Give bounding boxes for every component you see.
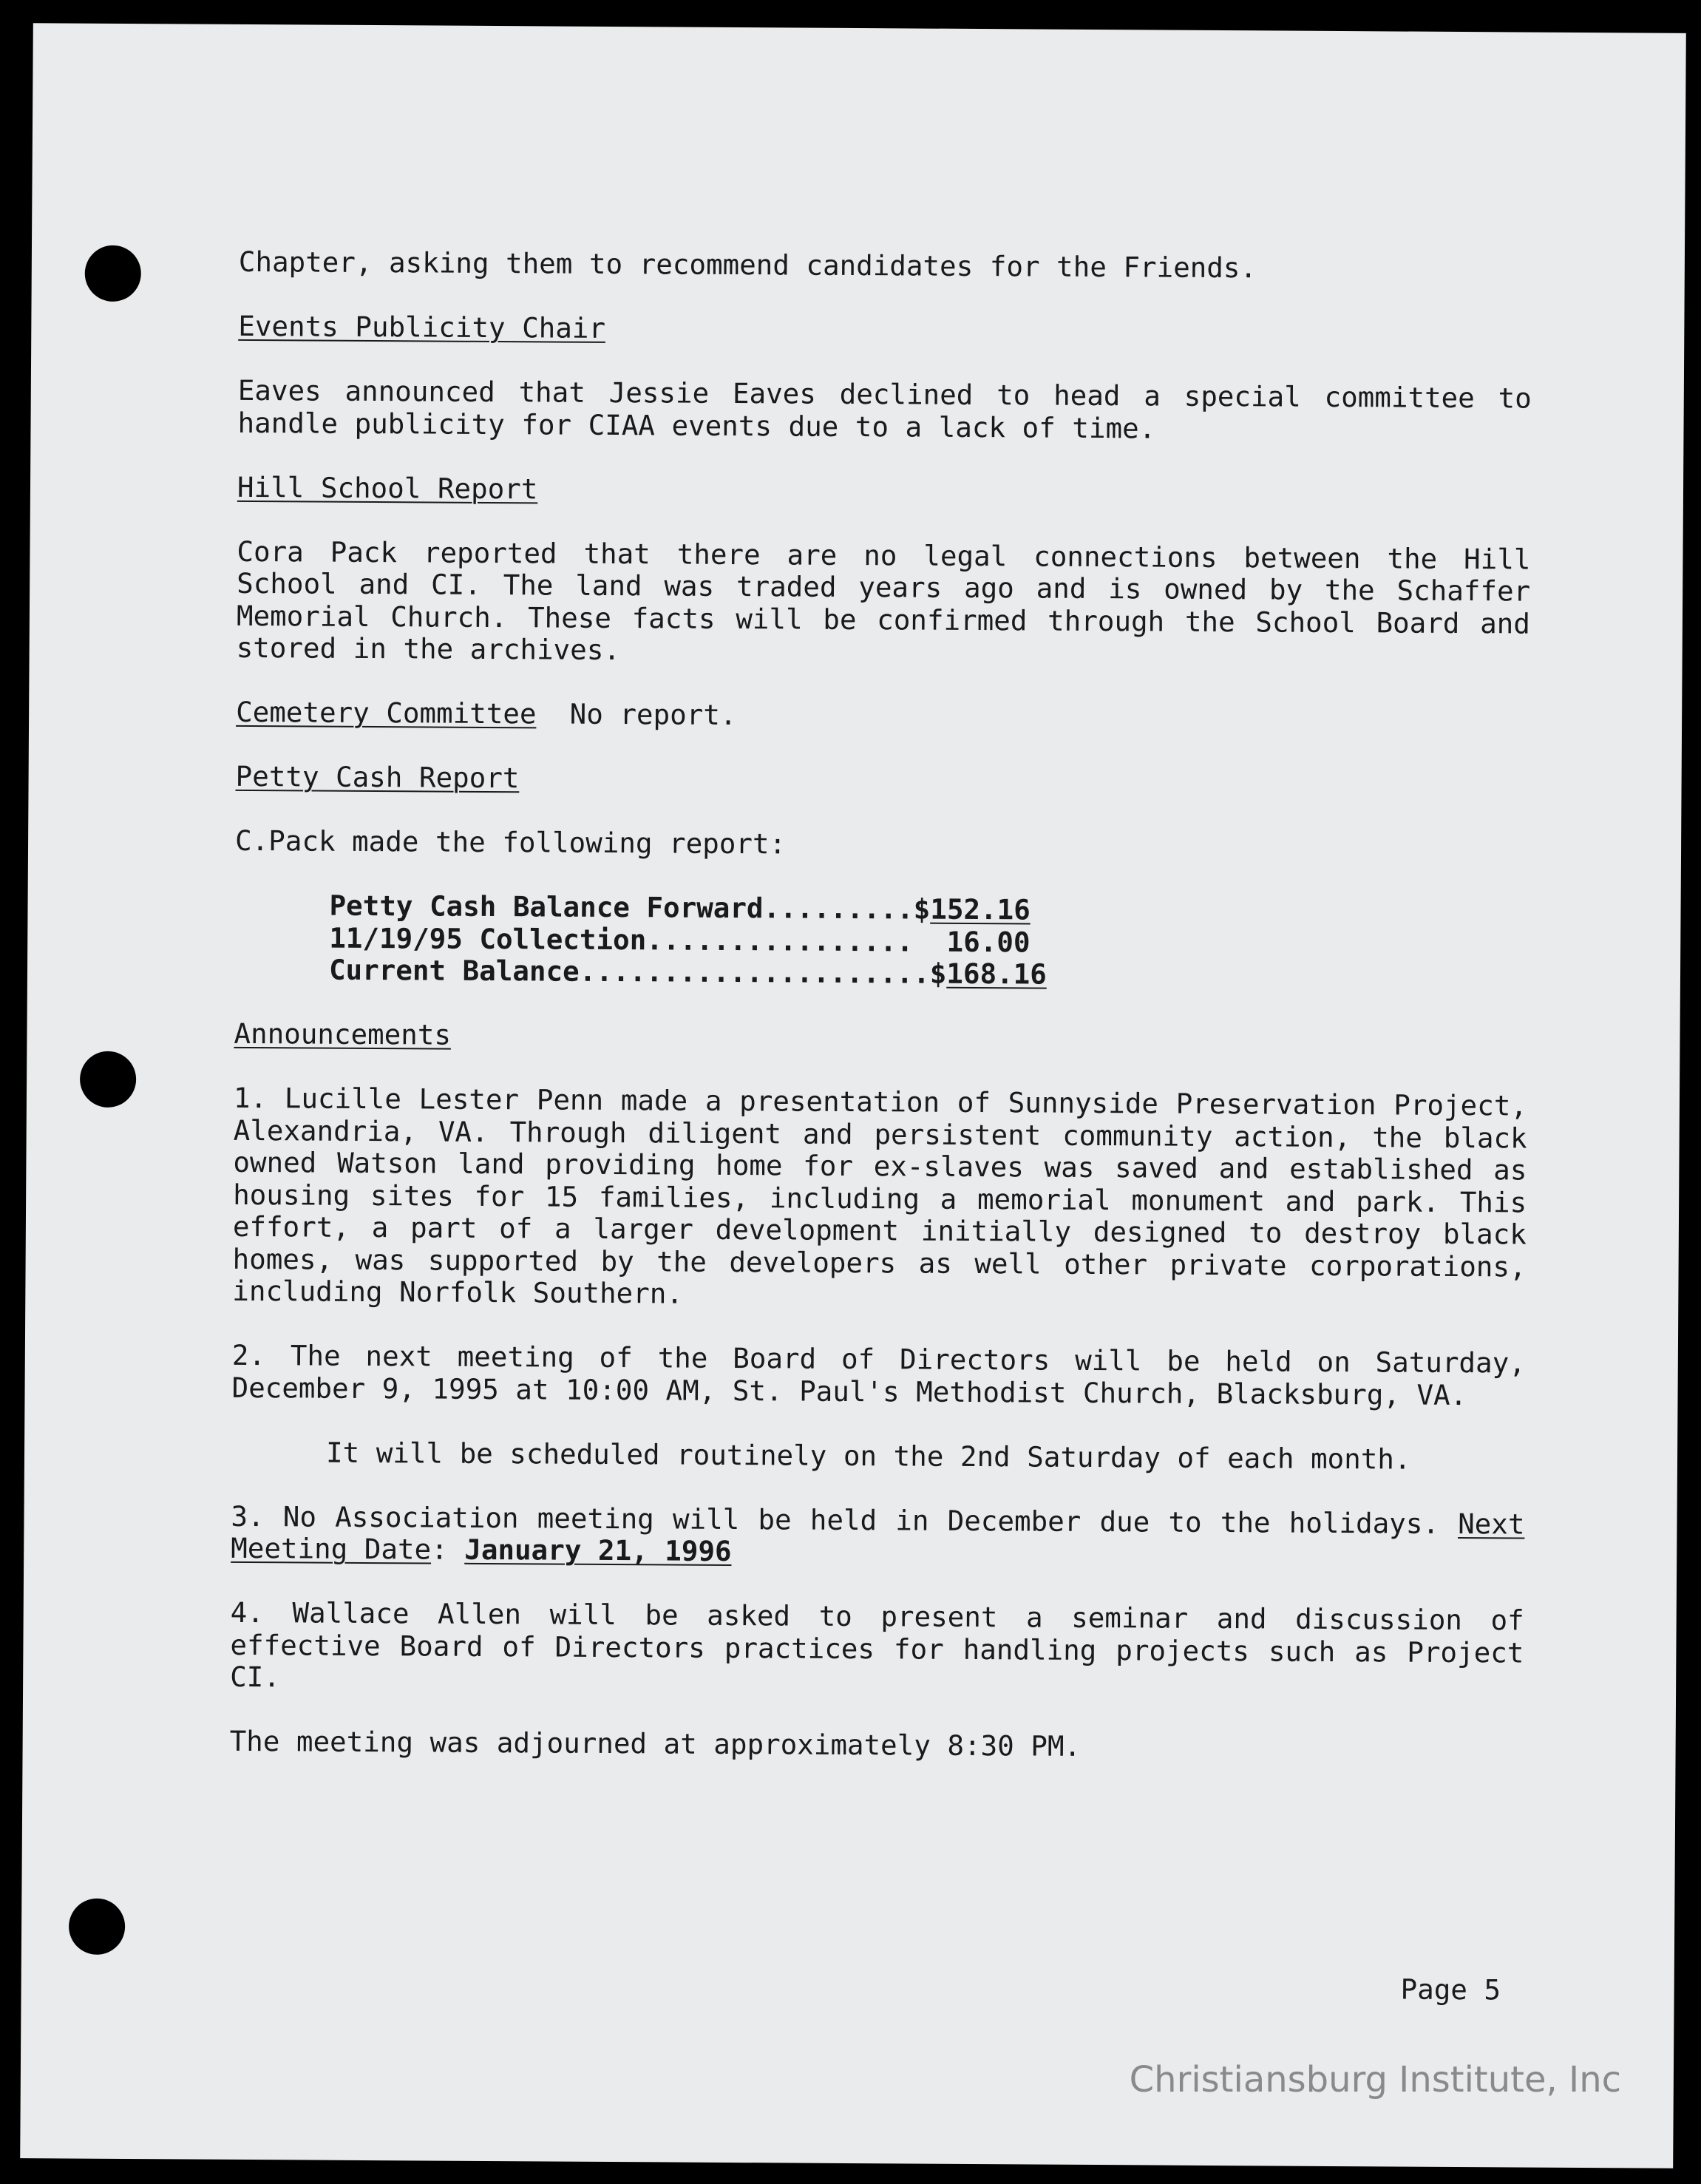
closing-line: The meeting was adjourned at approximately 8:30 PM. <box>229 1724 1082 1763</box>
announcements-heading: Announcements <box>234 1017 452 1051</box>
hill-school-heading: Hill School Report <box>237 470 538 505</box>
row-label: Current Balance.....................$ <box>328 953 947 990</box>
row-value: 168.16 <box>946 957 1047 991</box>
cemetery-heading: Cemetery Committee <box>236 695 537 730</box>
row-label: Petty Cash Balance Forward.........$ <box>329 889 931 926</box>
announcement-item-2: 2. The next meeting of the Board of Directors will be held on Saturday, December 9, 1995 at 10:00 AM, St. Paul's Methodist Church, Blacksburg, VA. <box>231 1338 1526 1411</box>
punch-hole <box>80 1051 136 1108</box>
events-heading: Events Publicity Chair <box>238 309 606 345</box>
document-body <box>230 246 1532 1766</box>
watermark: Christiansburg Institute, Inc <box>1129 2059 1621 2100</box>
announcement-item-3 <box>231 1500 1524 1573</box>
events-paragraph: Eaves announced that Jessie Eaves declined to head a special committee to handle publicity for CIAA events due to a lack of time. <box>237 373 1532 444</box>
page-number: Page 5 <box>1400 1973 1501 2007</box>
punch-hole <box>69 1899 125 1955</box>
hill-school-paragraph: Cora Pack reported that there are no legal connections between the Hill School and CI. The land was traded years ago and is owned by the Schaffer Memorial Church. These facts will be confirmed through the School Board and stored in the archives. <box>236 535 1531 667</box>
cemetery-text: No report. <box>569 697 737 732</box>
item3-colon: : <box>431 1533 448 1566</box>
next-meeting-label: Next Meeting Date <box>231 1507 1525 1566</box>
document-page <box>20 23 1686 2168</box>
announcement-item-4: 4. Wallace Allen will be asked to present a seminar and discussion of effective Board of Directors practices for handling projects such as Project CI. <box>230 1595 1524 1694</box>
petty-cash-table <box>329 890 1529 994</box>
announcement-item-2-note: It will be scheduled routinely on the 2nd Saturday of each month. <box>325 1436 1411 1476</box>
announcement-item-1: 1. Lucille Lester Penn made a presentation of Sunnyside Preservation Project, Alexandria, VA. Through diligent and persistent community action, the black owned Watson land providing home for ex-slaves was saved and established as housing sites for 15 families, including a memorial monument and park. This effort, a part of a larger development initially designed to destroy black homes, was supported by the developers as well other private corporations, including Norfolk Southern. <box>232 1081 1528 1310</box>
row-label: 11/19/95 Collection................ <box>329 921 947 958</box>
petty-cash-intro: C.Pack made the following report: <box>234 824 787 861</box>
punch-hole <box>85 245 141 302</box>
intro-line: Chapter, asking them to recommend candidates for the Friends. <box>238 245 1257 285</box>
petty-cash-heading: Petty Cash Report <box>235 759 520 795</box>
row-value: 16.00 <box>946 925 1031 958</box>
row-value: 152.16 <box>930 892 1031 926</box>
item3-text: 3. No Association meeting will be held in December due to the holidays. <box>231 1499 1440 1540</box>
next-meeting-date: January 21, 1996 <box>464 1533 732 1568</box>
